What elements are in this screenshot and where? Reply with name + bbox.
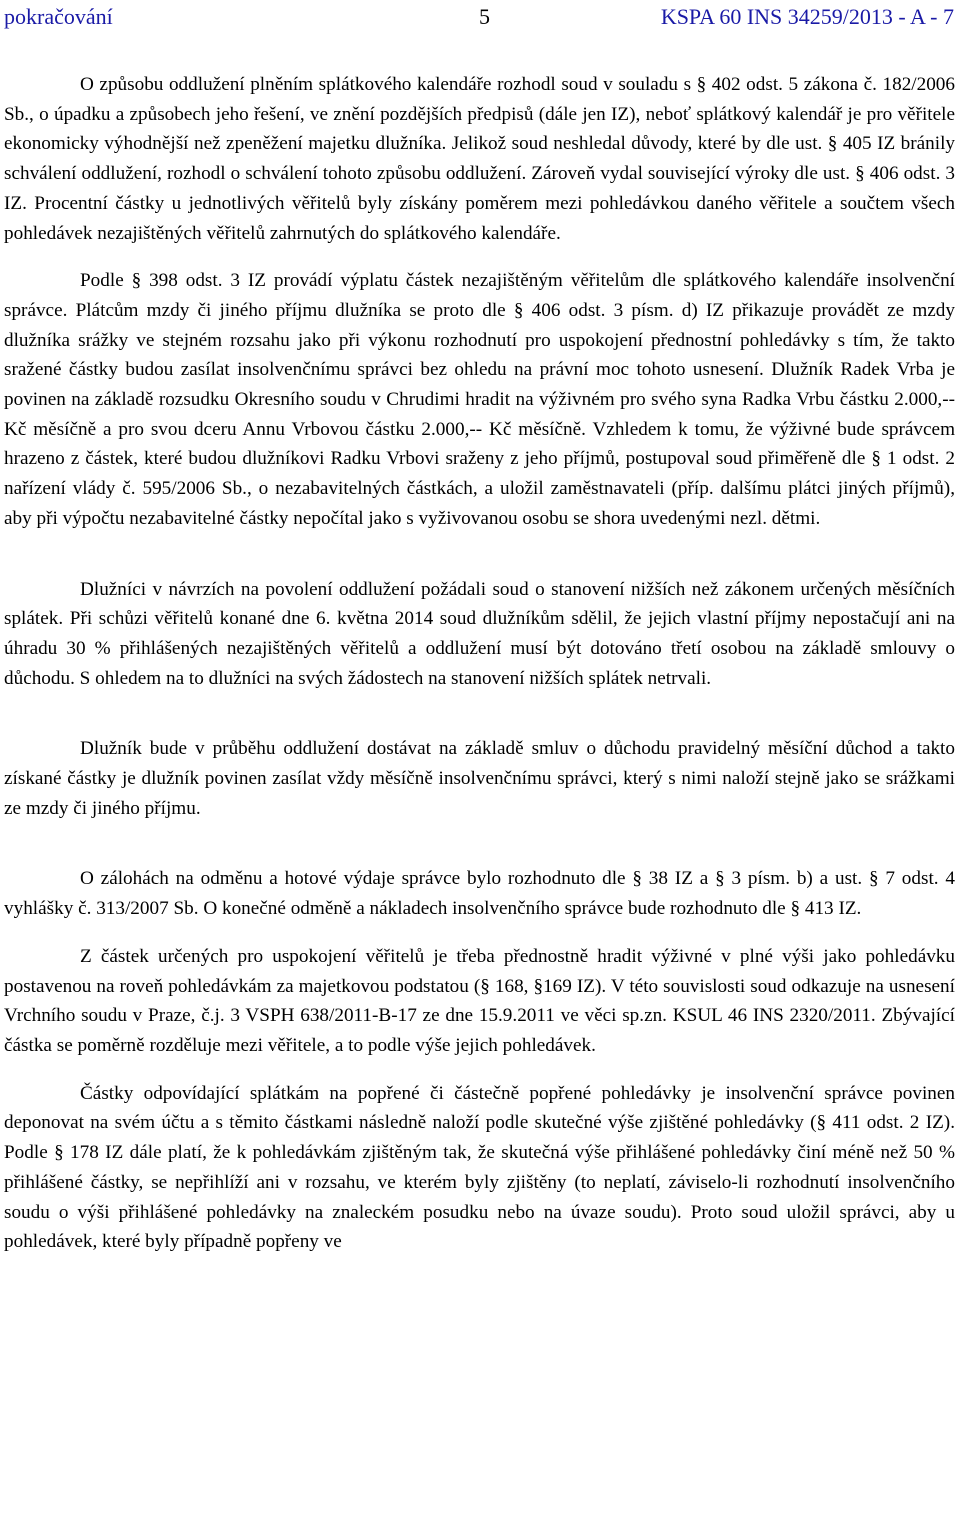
paragraph-trustee-fees: O zálohách na odměnu a hotové výdaje správce bylo rozhodnuto dle § 38 IZ a § 3 písm. b) a ust. § 7 odst. 4 vyhlášky č. 313/2007 Sb. O konečné odměně a nákladech insolvenčního správce bude rozhodnuto dle § 413 IZ. bbox=[4, 868, 955, 920]
document-body bbox=[4, 70, 955, 1257]
continuation-label: pokračování bbox=[4, 4, 113, 29]
paragraph-pension-contract: Dlužník bude v průběhu oddlužení dostávat na základě smluv o důchodu pravidelný měsíční důchod a takto získané částky je dlužník povinen zasílat vždy měsíčně insolvenčnímu správci, který s nimi naloží stejně jako se srážkami ze mzdy či jiného příjmu. bbox=[4, 738, 955, 819]
page-header bbox=[4, 2, 954, 32]
paragraph-repayment-schedule: O způsobu oddlužení plněním splátkového kalendáře rozhodl soud v souladu s § 402 odst. 5 zákona č. 182/2006 Sb., o úpadku a způsobech jeho řešení, ve znění pozdějších předpisů (dále jen IZ), neboť splátkový kalendář je pro věřitele ekonomicky výhodnější než zpeněžení majetku dlužníka. Jelikož soud neshledal důvody, které by dle ust. § 405 IZ bránily schválení oddlužení, rozhodl o schválení tohoto způsobu oddlužení. Zároveň vydal související výroky dle ust. § 406 odst. 3 IZ. Procentní částky u jednotlivých věřitelů byly získány poměrem mezi pohledávkou daného věřitele a součtem všech pohledávek nezajištěných věřitelů zahrnutých do splátkového kalendáře. bbox=[4, 74, 955, 244]
paragraph-disputed-claims: Částky odpovídající splátkám na popřené či částečně popřené pohledávky je insolvenční správce povinen deponovat na svém účtu a s těmito částkami následně naloží podle skutečné výše zjištěné pohledávky (§ 411 odst. 2 IZ). Podle § 178 IZ dále platí, že k pohledávkám zjištěným tak, že skutečná výše přihlášené pohledávky činí méně než 50 % přihlášené částky, se nepřihlíží ani v rozsahu, ve kterém byly zjištěny (to neplatí, záviselo-li rozhodnutí insolvenčního soudu o výši přihlášené pohledávky na znaleckém posudku nebo na úvaze soudu). Proto soud uložil správci, aby u pohledávek, které byly případně popřeny ve bbox=[4, 1082, 955, 1253]
page-number: 5 bbox=[479, 4, 490, 29]
case-reference: KSPA 60 INS 34259/2013 - A - 7 bbox=[660, 4, 954, 29]
paragraph-lower-installments: Dlužníci v návrzích na povolení oddlužení požádali soud o stanovení nižších než zákonem určených měsíčních splátek. Při schůzi věřitelů konané dne 6. května 2014 soud dlužníkům sdělil, že jejich vlastní příjmy nepostačují ani na úhradu 30 % přihlášených nezajištěných věřitelů a oddlužení musí být dotováno třetí osobou na základě smlouvy o důchodu. S ohledem na to dlužníci na svých žádostech na stanovení nižších splátek netrvali. bbox=[4, 578, 955, 689]
paragraph-maintenance-priority: Z částek určených pro uspokojení věřitelů je třeba přednostně hradit výživné v plné výši jako pohledávku postavenou na roveň pohledávkám za majetkovou podstatou (§ 168, §169 IZ). V této souvislosti soud odkazuje na usnesení Vrchního soudu v Praze, č.j. 3 VSPH 638/2011-B-17 ze dne 15.9.2011 ve věci sp.zn. KSUL 46 INS 2320/2011. Zbývající částka se poměrně rozděluje mezi věřitele, a to podle výše jejich pohledávek. bbox=[4, 945, 955, 1056]
paragraph-payment-distribution: Podle § 398 odst. 3 IZ provádí výplatu částek nezajištěným věřitelům dle splátkového kalendáře insolvenční správce. Plátcům mzdy či jiného příjmu dlužníka se proto dle § 406 odst. 3 písm. d) IZ přikazuje provádět ze mzdy dlužníka srážky ve stejném rozsahu jako při výkonu rozhodnutí pro uspokojení přednostní pohledávky s tím, že takto sražené částky budou zasílat insolvenčnímu správci bez ohledu na právní moc tohoto usnesení. Dlužník Radek Vrba je povinen na základě rozsudku Okresního soudu v Chrudimi hradit na výživném pro svého syna Radka Vrbu částku 2.000,-- Kč měsíčně a pro svou dceru Annu Vrbovou částku 2.000,-- Kč měsíčně. Vzhledem k tomu, že výživné bude správcem hrazeno z částek, které budou dlužníkovi Radku Vrbovi sraženy z jeho příjmů, postupoval soud přiměřeně dle § 1 odst. 2 nařízení vlády č. 595/2006 Sb., o nezabavitelných částkách, a uložil zaměstnavateli (příp. dalšímu plátci jiných příjmů), aby při výpočtu nezabavitelné částky nepočítal jako s vyživovanou osobu se shora uvedenými nezl. dětmi. bbox=[4, 270, 955, 529]
